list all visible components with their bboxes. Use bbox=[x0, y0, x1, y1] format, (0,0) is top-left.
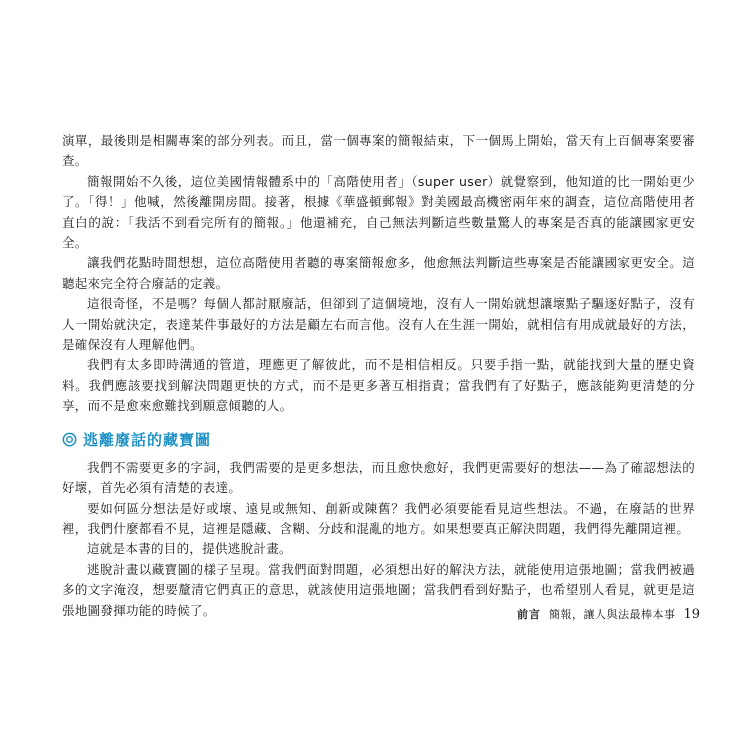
section-heading-text: 逃離廢話的藏寶圖 bbox=[83, 430, 212, 449]
paragraphs-after-heading bbox=[62, 458, 695, 621]
paragraph: 要如何區分想法是好或壞、遠見或無知、創新或陳舊？我們必須要能看見這些想法。不過，在廢話的世界裡，我們什麼都看不見，這裡是隱藏、含糊、分歧和混亂的地方。如果想要真正解決問題，我們得先離開這裡。 bbox=[62, 500, 695, 536]
paragraph: 這很奇怪，不是嗎？每個人都討厭廢話，但卻到了這個境地，沒有人一開始就想讓壞點子驅逐好點子，沒有人一開始就決定，表達某件事最好的方法是顧左右而言他。沒有人在生涯一開始，就相信有用成就最好的方法，是確保沒有人理解他們。 bbox=[62, 296, 695, 353]
footer-section-label: 前言 bbox=[516, 608, 541, 621]
paragraph: 簡報開始不久後，這位美國情報體系中的「高階使用者」（super user）就覺察到，他知道的比一開始更少了。「得！」他喊，然後離開房間。接著，根據《華盛頓郵報》對美國最高機密兩年來的調查，這位高階使用者直白的說：「我活不到看完所有的簡報。」他還補充，自己無法判斷這些數量驚人的專案是否真的能讓國家更安全。 bbox=[62, 173, 695, 251]
target-circle-icon bbox=[62, 432, 77, 447]
paragraph: 讓我們花點時間想想，這位高階使用者聽的專案簡報愈多，他愈無法判斷這些專案是否能讓國家更安全。這聽起來完全符合廢話的定義。 bbox=[62, 255, 695, 291]
running-footer bbox=[517, 606, 700, 622]
page-number: 19 bbox=[683, 607, 700, 622]
body-text bbox=[62, 131, 695, 621]
paragraph: 這就是本書的目的，提供逃脫計畫。 bbox=[87, 541, 292, 557]
paragraph: 我們不需要更多的字詞，我們需要的是更多想法，而且愈快愈好，我們更需要好的想法——為了確認想法的好壞，首先必須有清楚的表達。 bbox=[62, 459, 695, 496]
footer-book-title: 簡報，讓人與法最棒本事 bbox=[548, 608, 676, 621]
paragraphs-before-heading bbox=[62, 131, 695, 417]
paragraph: 演單，最後則是相關專案的部分列表。而且，當一個專案的簡報結束，下一個馬上開始，當天有上百個專案要審查。 bbox=[62, 133, 695, 169]
section-heading bbox=[62, 429, 695, 450]
paragraph: 逃脫計畫以藏寶圖的樣子呈現。當我們面對問題，必須想出好的解決方法，就能使用這張地圖；當我們被過多的文字淹沒，想要釐清它們真正的意思，就該使用這張地圖；當我們看到好點子，也希望別人看見，就更是這張地圖發揮功能的時候了。 bbox=[62, 561, 695, 618]
paragraph: 我們有太多即時溝通的管道，理應更了解彼此，而不是相信相反。只要手指一點，就能找到大量的歷史資料。我們應該要找到解決問題更快的方式，而不是更多著互相指責；當我們有了好點子，應該能夠更清楚的分享，而不是愈來愈難找到願意傾聽的人。 bbox=[62, 357, 695, 414]
